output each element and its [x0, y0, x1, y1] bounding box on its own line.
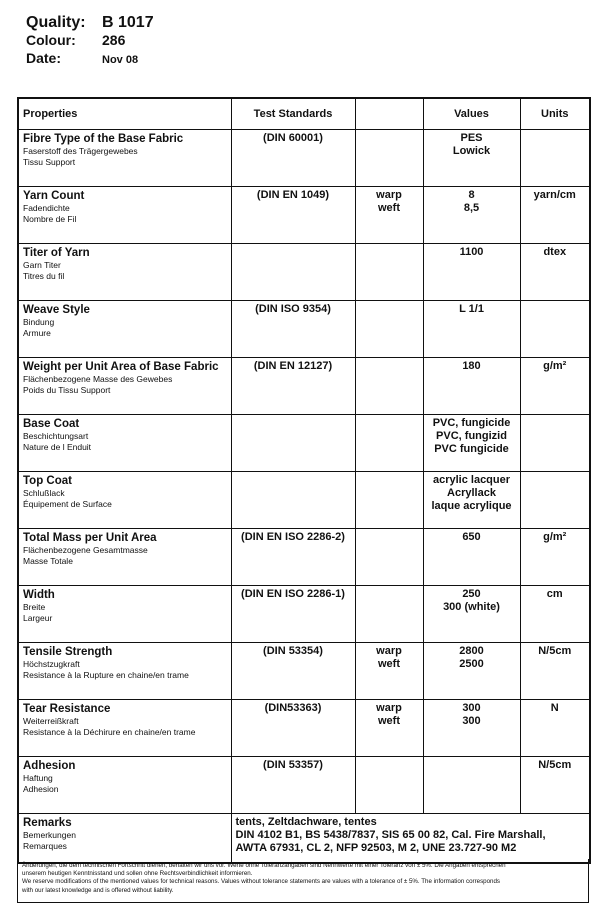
- remarks-line3: AWTA 67931, CL 2, NFP 92503, M 2, UNE 23.727-90 M2: [235, 842, 517, 854]
- property-cell: [18, 472, 231, 529]
- property-cell: [18, 529, 231, 586]
- direction-2: weft: [378, 715, 400, 727]
- colour-row: [26, 32, 154, 50]
- test-standard-cell: (DIN EN 12127): [231, 358, 355, 415]
- direction-cell: [355, 529, 423, 586]
- property-german: Höchstzugkraft: [23, 659, 80, 669]
- direction-2: weft: [378, 202, 400, 214]
- remarks-line2: DIN 4102 B1, BS 5438/7837, SIS 65 00 82, Cal. Fire Marshall,: [235, 829, 546, 841]
- value-2: PVC, fungizid: [436, 430, 507, 442]
- direction-1: warp: [376, 189, 402, 201]
- property-cell: [18, 586, 231, 643]
- property-title: Yarn Count: [23, 190, 85, 202]
- property-french: Tissu Support: [23, 157, 76, 167]
- property-german: Garn Titer: [23, 260, 61, 270]
- value-1: 650: [462, 531, 481, 543]
- unit-cell: g/m²: [520, 358, 590, 415]
- value-cell: [423, 130, 520, 187]
- property-title: Weave Style: [23, 304, 90, 316]
- date-row: [26, 50, 154, 68]
- property-cell: [18, 415, 231, 472]
- value-2: 300: [462, 715, 481, 727]
- test-standard-cell: (DIN EN ISO 2286-2): [231, 529, 355, 586]
- value-1: 180: [462, 360, 481, 372]
- value-3: PVC fungicide: [434, 443, 509, 455]
- property-title: Tensile Strength: [23, 646, 113, 658]
- value-cell: [423, 415, 520, 472]
- unit-cell: [520, 472, 590, 529]
- value-2: Acryllack: [447, 487, 496, 499]
- property-french: Nature de l Enduit: [23, 442, 92, 452]
- date-label: Date:: [26, 50, 62, 66]
- remarks-property-cell: [18, 814, 231, 864]
- table-row: [18, 187, 590, 244]
- property-german: Faserstoff des Trägergewebes: [23, 146, 138, 156]
- direction-cell: [355, 301, 423, 358]
- unit-cell: dtex: [520, 244, 590, 301]
- property-german: Breite: [23, 602, 46, 612]
- direction-cell: [355, 187, 423, 244]
- value-1: PES: [460, 132, 483, 144]
- value-1: 8: [468, 189, 475, 201]
- value-cell: [423, 643, 520, 700]
- value-cell: [423, 472, 520, 529]
- direction-cell: [355, 130, 423, 187]
- unit-cell: cm: [520, 586, 590, 643]
- property-french: Nombre de Fil: [23, 214, 77, 224]
- value-1: PVC, fungicide: [432, 417, 511, 429]
- remarks-title: Remarks: [23, 817, 72, 829]
- table-row: [18, 301, 590, 358]
- property-title: Fibre Type of the Base Fabric: [23, 133, 184, 145]
- remarks-row: [18, 814, 590, 864]
- property-french: Adhesion: [23, 784, 59, 794]
- property-cell: [18, 643, 231, 700]
- value-cell: [423, 529, 520, 586]
- property-french: Resistance à la Déchirure en chaine/en trame: [23, 727, 196, 737]
- unit-cell: N/5cm: [520, 643, 590, 700]
- property-title: Top Coat: [23, 475, 72, 487]
- table-row: [18, 415, 590, 472]
- property-french: Largeur: [23, 613, 53, 623]
- unit-cell: N/5cm: [520, 757, 590, 814]
- direction-cell: [355, 415, 423, 472]
- colour-value: 286: [102, 32, 126, 48]
- property-german: Flächenbezogene Masse des Gewebes: [23, 374, 173, 384]
- table-row: [18, 643, 590, 700]
- value-1: 300: [462, 702, 481, 714]
- property-title: Total Mass per Unit Area: [23, 532, 157, 544]
- value-cell: [423, 244, 520, 301]
- value-2: Lowick: [452, 145, 491, 157]
- header-direction: [355, 98, 423, 130]
- property-german: Weiterreißkraft: [23, 716, 79, 726]
- quality-row: [26, 14, 154, 32]
- footer-de-line2: unserem heutigen Kenntnisstand und sollen ohne Rechtsverbindlichkeit informieren.: [22, 870, 253, 878]
- test-standard-cell: (DIN 53354): [231, 643, 355, 700]
- direction-2: weft: [378, 658, 400, 670]
- property-cell: [18, 700, 231, 757]
- property-cell: [18, 187, 231, 244]
- quality-label: Quality:: [26, 14, 86, 31]
- colour-label: Colour:: [26, 32, 76, 48]
- unit-cell: yarn/cm: [520, 187, 590, 244]
- table-header-row: [18, 98, 590, 130]
- direction-cell: [355, 700, 423, 757]
- unit-cell: [520, 130, 590, 187]
- table-row: [18, 529, 590, 586]
- document-header: [26, 14, 154, 68]
- value-3: laque acrylique: [431, 500, 512, 512]
- direction-cell: [355, 358, 423, 415]
- value-1: 2800: [459, 645, 484, 657]
- date-value: Nov 08: [102, 54, 139, 66]
- table-row: [18, 586, 590, 643]
- property-french: Équipement de Surface: [23, 499, 112, 509]
- header-units: Units: [520, 98, 590, 130]
- test-standard-cell: [231, 244, 355, 301]
- property-cell: [18, 244, 231, 301]
- unit-cell: g/m²: [520, 529, 590, 586]
- value-2: 2500: [459, 658, 484, 670]
- property-german: Flächenbezogene Gesamtmasse: [23, 545, 148, 555]
- quality-value: B 1017: [102, 14, 154, 31]
- value-cell: [423, 757, 520, 814]
- value-cell: [423, 187, 520, 244]
- test-standard-cell: (DIN EN 1049): [231, 187, 355, 244]
- table-row: [18, 700, 590, 757]
- property-title: Titer of Yarn: [23, 247, 90, 259]
- test-standard-cell: (DIN 53357): [231, 757, 355, 814]
- specification-table: [17, 97, 591, 864]
- header-values: Values: [423, 98, 520, 130]
- property-french: Titres du fil: [23, 271, 65, 281]
- direction-cell: [355, 244, 423, 301]
- footer-en-line1: We reserve modifications of the mentioned values for technical reasons. Values without tolerance statements are values with a tolerance of ± 5%. The information corresponds: [22, 878, 501, 886]
- test-standard-cell: [231, 415, 355, 472]
- table-row: [18, 757, 590, 814]
- footer-de-line1: Änderungen, die dem technischen Fortschritt dienen, behalten wir uns vor. Werte ohne Toleranzangaben sind Nennwerte mit einer Toleranz von ± 5%. Die Angaben entsprechen: [22, 862, 506, 869]
- value-cell: [423, 700, 520, 757]
- direction-1: warp: [376, 702, 402, 714]
- header-test-standards: Test Standards: [231, 98, 355, 130]
- value-1: L 1/1: [459, 303, 484, 315]
- property-french: Masse Totale: [23, 556, 73, 566]
- property-german: Haftung: [23, 773, 53, 783]
- property-cell: [18, 358, 231, 415]
- property-title: Tear Resistance: [23, 703, 111, 715]
- direction-cell: [355, 757, 423, 814]
- direction-cell: [355, 586, 423, 643]
- direction-1: warp: [376, 645, 402, 657]
- table-row: [18, 472, 590, 529]
- footer-en-line2: with our latest knowledge and is offered without liability.: [22, 886, 174, 894]
- value-cell: [423, 301, 520, 358]
- direction-cell: [355, 643, 423, 700]
- property-cell: [18, 757, 231, 814]
- table-row: [18, 130, 590, 187]
- test-standard-cell: (DIN53363): [231, 700, 355, 757]
- value-1: 1100: [459, 246, 484, 258]
- value-cell: [423, 586, 520, 643]
- property-cell: [18, 130, 231, 187]
- table-row: [18, 244, 590, 301]
- property-german: Schlußlack: [23, 488, 65, 498]
- property-title: Adhesion: [23, 760, 76, 772]
- value-1: 250: [462, 588, 481, 600]
- value-2: 300 (white): [443, 601, 500, 613]
- remarks-line1: tents, Zeltdachware, tentes: [235, 816, 377, 828]
- property-french: Armure: [23, 328, 51, 338]
- header-properties: Properties: [18, 98, 231, 130]
- table-body: [18, 130, 590, 814]
- footer-disclaimer: [17, 859, 589, 903]
- unit-cell: [520, 415, 590, 472]
- property-german: Beschichtungsart: [23, 431, 89, 441]
- unit-cell: N: [520, 700, 590, 757]
- value-2: 8,5: [463, 202, 480, 214]
- remarks-de: Bemerkungen: [23, 830, 76, 840]
- test-standard-cell: (DIN EN ISO 2286-1): [231, 586, 355, 643]
- property-french: Poids du Tissu Support: [23, 385, 111, 395]
- property-french: Resistance à la Rupture en chaine/en trame: [23, 670, 189, 680]
- table-row: [18, 358, 590, 415]
- property-title: Weight per Unit Area of Base Fabric: [23, 361, 219, 373]
- remarks-text-cell: [231, 814, 590, 864]
- property-title: Base Coat: [23, 418, 80, 430]
- property-german: Bindung: [23, 317, 55, 327]
- test-standard-cell: (DIN 60001): [231, 130, 355, 187]
- remarks-fr: Remarques: [23, 841, 67, 851]
- property-german: Fadendichte: [23, 203, 70, 213]
- direction-cell: [355, 472, 423, 529]
- unit-cell: [520, 301, 590, 358]
- value-cell: [423, 358, 520, 415]
- property-title: Width: [23, 589, 55, 601]
- value-1: acrylic lacquer: [432, 474, 511, 486]
- test-standard-cell: (DIN ISO 9354): [231, 301, 355, 358]
- test-standard-cell: [231, 472, 355, 529]
- property-cell: [18, 301, 231, 358]
